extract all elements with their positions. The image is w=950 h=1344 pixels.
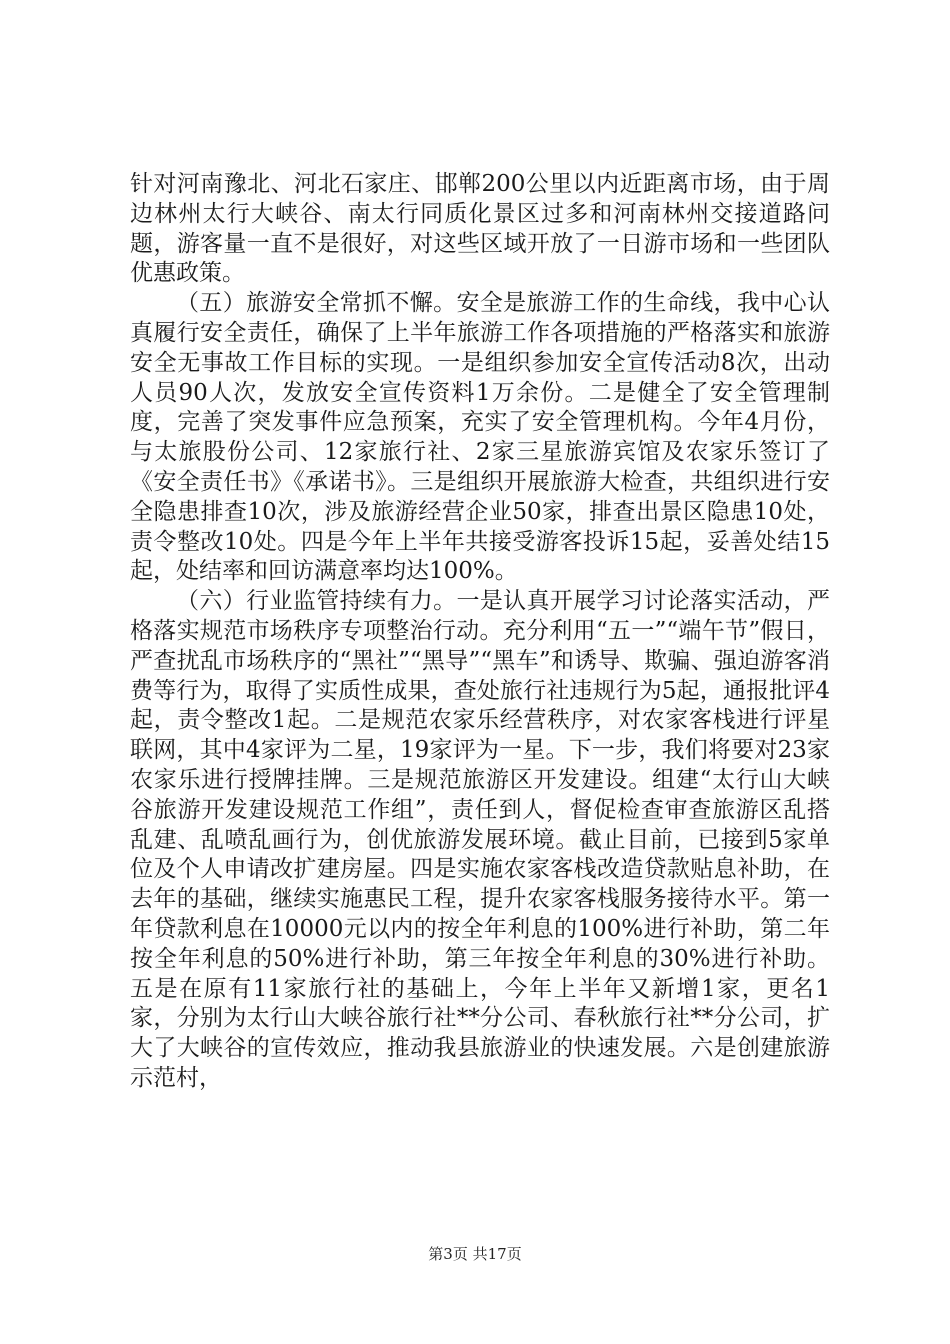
paragraph-market-intro: 针对河南豫北、河北石家庄、邯郸200公里以内近距离市场，由于周边林州太行大峡谷、南太行同质化景区过多和河南林州交接道路问题，游客量一直不是很好，对这些区域开放了一日游市场和一些团队优惠政策。 bbox=[130, 171, 830, 287]
page-footer: 第3页 共17页 bbox=[428, 1245, 522, 1263]
paragraph-tourism-safety: （五）旅游安全常抓不懈。安全是旅游工作的生命线，我中心认真履行安全责任，确保了上半年旅游工作各项措施的严格落实和旅游安全无事故工作目标的实现。一是组织参加安全宣传活动8次，出动人员90人次，发放安全宣传资料1万余份。二是健全了安全管理制度，完善了突发事件应急预案，充实了安全管理机构。今年4月份，与太旅股份公司、12家旅行社、2家三星旅游宾馆及农家乐签订了《安全责任书》《承诺书》。三是组织开展旅游大检查，共组织进行安全隐患排查10次，涉及旅游经营企业50家，排查出景区隐患10处，责令整改10处。四是今年上半年共接受游客投诉15起，妥善处结15起，处结率和回访满意率均达100%。 bbox=[130, 290, 830, 585]
paragraph-industry-supervision: （六）行业监管持续有力。一是认真开展学习讨论落实活动，严格落实规范市场秩序专项整治行动。充分利用“五一”“端午节”假日，严查扰乱市场秩序的“黑社”“黑导”“黑车”和诱导、欺骗、强迫游客消费等行为，取得了实质性成果，查处旅行社违规行为5起，通报批评4起，责令整改1起。二是规范农家乐经营秩序，对农家客栈进行评星联网，其中4家评为二星，19家评为一星。下一步，我们将要对23家农家乐进行授牌挂牌。三是规范旅游区开发建设。组建“太行山大峡谷旅游开发建设规范工作组”，责任到人，督促检查审查旅游区乱搭乱建、乱喷乱画行为，创优旅游发展环境。截止目前，已接到5家单位及个人申请改扩建房屋。四是实施农家客栈改造贷款贴息补助，在去年的基础，继续实施惠民工程，提升农家客栈服务接待水平。第一年贷款利息在10000元以内的按全年利息的100%进行补助，第二年按全年利息的50%进行补助，第三年按全年利息的30%进行补助。五是在原有11家旅行社的基础上，今年上半年又新增1家，更名1家，分别为太行山大峡谷旅行社**分公司、春秋旅行社**分公司，扩大了大峡谷的宣传效应，推动我县旅游业的快速发展。六是创建旅游示范村， bbox=[130, 588, 830, 1091]
document-body bbox=[130, 170, 830, 1094]
